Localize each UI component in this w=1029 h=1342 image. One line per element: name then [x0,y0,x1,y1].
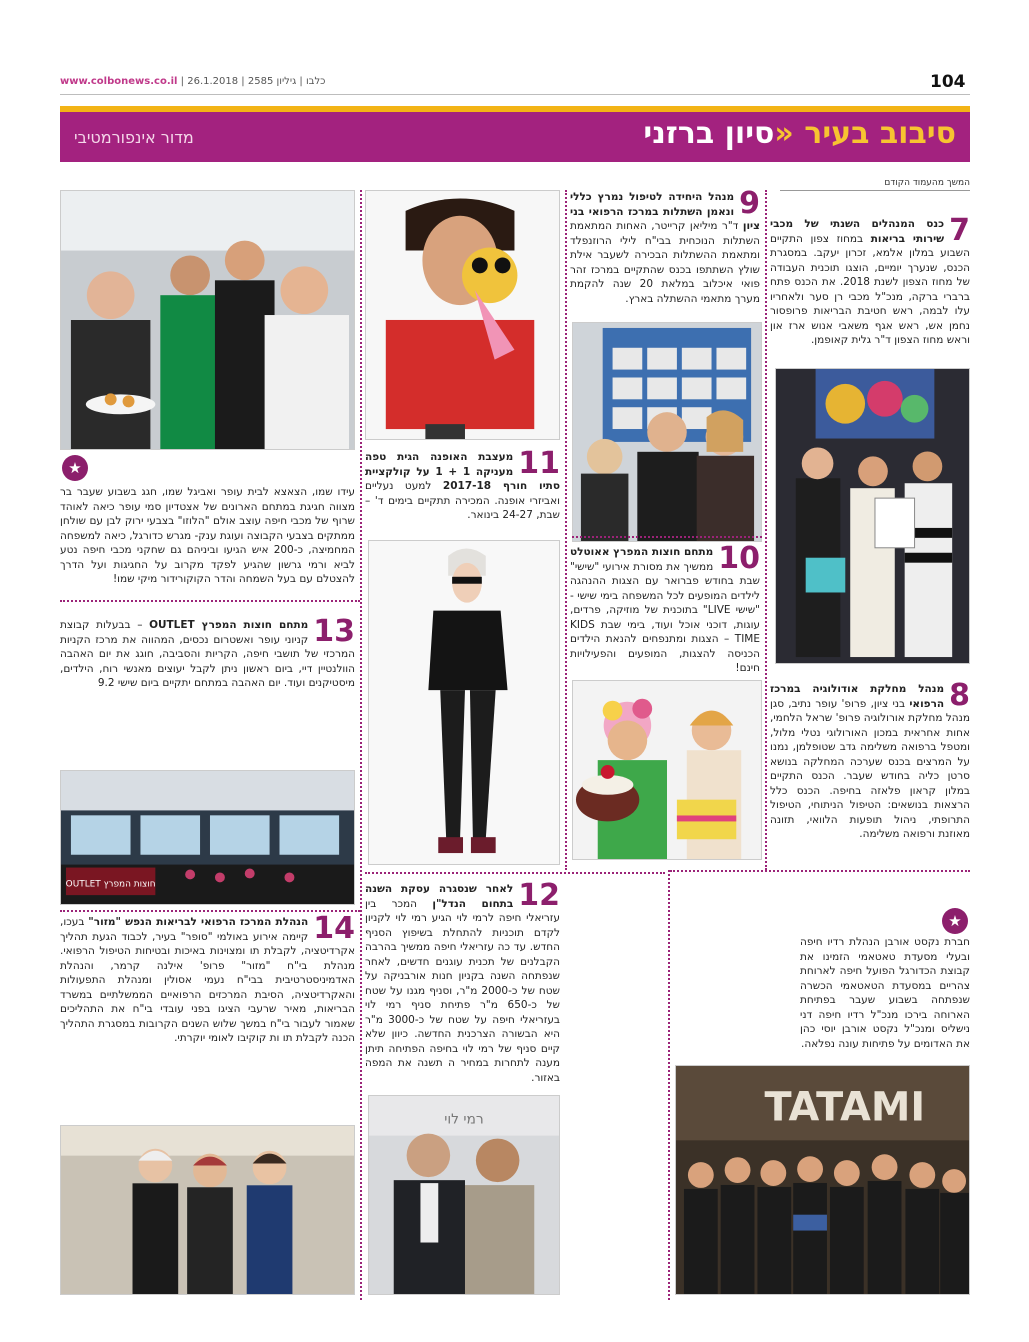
section-author: סיון ברזני [643,116,775,151]
section-subtitle: מדור אינפורמטיבי [74,128,194,147]
article-body: במחוז צפון התקיים השבוע במלון אלמא, זכרון יעקב. במסגרת הכנס, שנערך יומיים, הוצגו תוכנית העבודה של מחוז הצפון לשנת 2018. את הכנס פתח ברברי ברקה, מנכ"ל מכבי רן סער ולאחריו עלו לבמה, ראש חטיבת הבריאות פרופסור נחמן אש, ראש אגף משאבי אנוש ארז און וראש מחוז הצפון ד"ר גלית קאופמן. [770,232,970,346]
separator [565,190,567,870]
masthead-line [60,76,325,87]
caption-soccer: עידו שמו, הצאצא לבית עופר ואביגל שמו, חגג בשבוע שעבר בר מצווה חגיגת במתחם הארונים של אצטדיון סמי עופר כיאה לאוהד שרוף של מכבי חיפה עוצב אולם "הלוזו" בצבעי ירוק לבן עם שולחן ממתקים בצבעי הקבוצה ועוגת ענק- מגרש כדורגל, כיאה למשפחה המחמיצה, כ-200 איש הגיעו וביניהם גם שחקני מכבי חיפה נטע לביא ורמי גרשון שהגיע לפקד מקרוב על החגיגות ועל הדרך להצטלם עם בעל השמחה והדר הקוקורידור מיקי שמו! [60,486,356,585]
continued-note: המשך מהעמוד הקודם [780,178,970,191]
photo-soccer [60,190,355,450]
separator [668,870,670,1300]
article-11 [365,446,560,523]
photo-outlet [60,770,355,905]
article-body: ממשיך את מסורת אירועי "שישי" שבת בחודש פברואר עם הצגות ההנהגה לילדים המופעים לכל המשפחה בימי שישי - "שישי LIVE" בתוכנית של מוזיקה, פרדים, עוגות, דוכני אוכל ועוד, בימי שבת KIDS TIME – הצגות ומתנפחים להנאת הילדים הכניסה להצגות, המופעים והפעילויות חינם! [570,560,761,674]
article-number: 13 [313,614,355,649]
photo-transplant [572,322,762,542]
article-body: – בבעלות קבוצת קניוני עופר ואשטרום נכסים, המהווה את מרכז הקניות המרכזי של תושבי חיפה, הקריות והסביבה, חוגג את יום האהבה הוולנטיין דיי, ביום ראשון ניתן לקבל יעוצים מאנשי רוח, הילדים, מיסטיקנים ועוד. יום האהבה במתחם יתקיים ביום שישי 9.2 [60,619,355,689]
section-title [643,116,956,151]
article-lead: כנס המנהלים השנתי של מכבי שירותי בריאות [770,218,945,245]
article-9 [570,186,760,306]
separator [60,600,360,602]
article-lead: מנהל מחלקת אודולוגיה במרכז הרפואי [770,683,945,710]
outlet-sign: חוצות המפרץ OUTLET [65,879,156,890]
photo-fashion-model [368,540,560,865]
double-arrow-icon: « [774,116,794,151]
article-body: המכר בין עזריאלי חיפה לרמי לוי הגיע רמי לוי לקניון לקדם תוכניות להתחלת בשיפוץ הסניף החדש. עד כה עזריאלי חיפה ממשיך בהרבה הקבלנים של תכנית עוגנים חדשים, לאחר שנפתחה השנה בקניון חנות אורבניקה על שטח של כ-2000 מ"ר, וסניף מגנו על שטח של כ-650 מ"ר פתיחת סניף רמי לוי בעזריאלי חיפה על שטח של כ-3000 מ"ר היא הבשורה הצרכנית החדשה. כיוון שלא קיים סניף של רמי לוי בחיפה הפתיחה תיתן מענה לתחרות במחיר ה תשנה את המפה באזור. [365,897,560,1084]
separator [765,190,767,870]
article-lead: מתחם חוצות המפרץ אאוטלט [570,546,714,558]
article-number: 9 [739,186,760,221]
photo-tatami [675,1065,970,1295]
article-lead: הנהלת המרכז הרפואי לבריאות הנפש "מזור" [88,916,309,928]
photo-mazor [60,1125,355,1295]
article-12 [365,878,560,1085]
photo-fashion-man [365,190,560,440]
photo-show [572,680,762,860]
article-7 [770,213,970,348]
article-lead: לאחר שנסגרה עסקת השנה בתחום הנדל"ן [365,883,514,910]
article-number: 12 [518,878,560,913]
article-number: 7 [949,213,970,248]
article-body: למעט נעליים ואביזרי אופנה. המכירה תתקיים בימים ד' – שבת, 24-27 בינואר. [365,480,560,521]
issue-meta: | כלבו | גיליון 2585 | 26.1.2018 [177,76,326,87]
caption-tatami: חברת נקסט אורבן הנהלת רדיו חיפה ובעלי מסעדת טאטאמי הזמינו את קבוצת הכדורגל הפועל חיפה לארוחת צהריים במסעדת הטאטאמי הכשרה שנפתחה בשבוע שעבר בפתיחת הארוחה בירכו מנכ"ל רדיו חיפה דני נישליס ומנכ"ל נקסט אורבן יוסי כהן את האדומים על פתיחות עונה נפלאה. [800,936,970,1050]
article-lead: מעצבת האופנה הגית טפה מעניקה 1 + 1 על קולקציית סתיו חורף 2017-18 [365,451,560,492]
separator [670,870,970,872]
top-divider [60,94,970,95]
article-number: 10 [718,541,760,576]
separator [365,872,665,874]
tatami-sign: TATAMI [764,1084,926,1131]
article-14 [60,911,355,1046]
article-8 [770,678,970,842]
rami-levy-sign: רמי לוי [444,1111,484,1128]
photo-rami-levy [368,1095,560,1295]
article-number: 14 [313,911,355,946]
section-banner [60,106,970,162]
separator [572,536,762,538]
article-number: 8 [949,678,970,713]
article-body: בני ציון, פרופ' עופר נתיב, סגן מנהל מחלקת אורולוגיה פרופ' שראל הלחמי, אחות אחראית במכון האורולוגי נטלי מלול, ומטפל ברפואה משלימה גדב שטופלמן, נמנו על המרצים בכנס שערכה המחלקה בנושא סרטן כליה בחודש שעבר. הכנס התקיים במלון קראון פלאזה בחיפה. הכנס כלל הרצאות בנושאים: הטיפול הניתוחי, הטיפול התרופתי, ניהול תופעות הלוואי, תזונה מאוזנת ורפואה משלימה. [770,697,970,840]
article-lead: מתחם חוצות המפרץ OUTLET [149,619,309,631]
star-icon: ★ [942,908,968,934]
article-10 [570,541,761,676]
article-number: 11 [518,446,560,481]
separator [360,190,362,1300]
page-number: 104 [930,72,966,92]
photo-conference [775,368,970,664]
star-icon: ★ [62,455,88,481]
section-title-yellow: סיבוב בעיר [804,116,956,151]
article-lead: מנהל היחידה לטיפול נמרץ כללי ונאמן השתלות במרכז הרפואי בני ציון [570,191,760,232]
site-url[interactable]: www.colbonews.co.il [60,76,178,87]
article-body: בעכו, קיימה אירוע באולמי "סופר" בעיר, לכבוד הגעת תהליך אקרדיטציה, לקבלת תו ומצוינות באיכות ובטיחות הטיפול הרפואי. מנהלת בי"ח "מזור" פרופ' אילנה קרמר, והנהלת האדמיניסטרטיבית בבי"ח נעמי אסולין ומנהלת התפעולות והאקרדיטציה, הסיבת המרכזים הרפואיים הממשלתיים במשרד הבריאות, מאיר שרעבי הציגו בפני עובדי בי"ח את התהליכים שאמור לעבור בי"ח במשך שלוש השנים הקרובות במסגרת התהליך הכנה לקבלת תו ות קוקיבו לאומי יוקרתי. [60,916,355,1044]
article-body: ד"ר מיליאן קרייטר, האחות המתאמת השתלות הנוכחית בבי"ח לילי הרוזנפלד ומתאמת ההשתלות הבכירה לשעבר אילת שולץ השתתפו בכנס שהתקיים במרכז זהר פואי איכלוב במלאת 20 שנה להקמת מערך מתאמי ההשתלה בארץ. [570,220,760,305]
article-13 [60,614,355,691]
